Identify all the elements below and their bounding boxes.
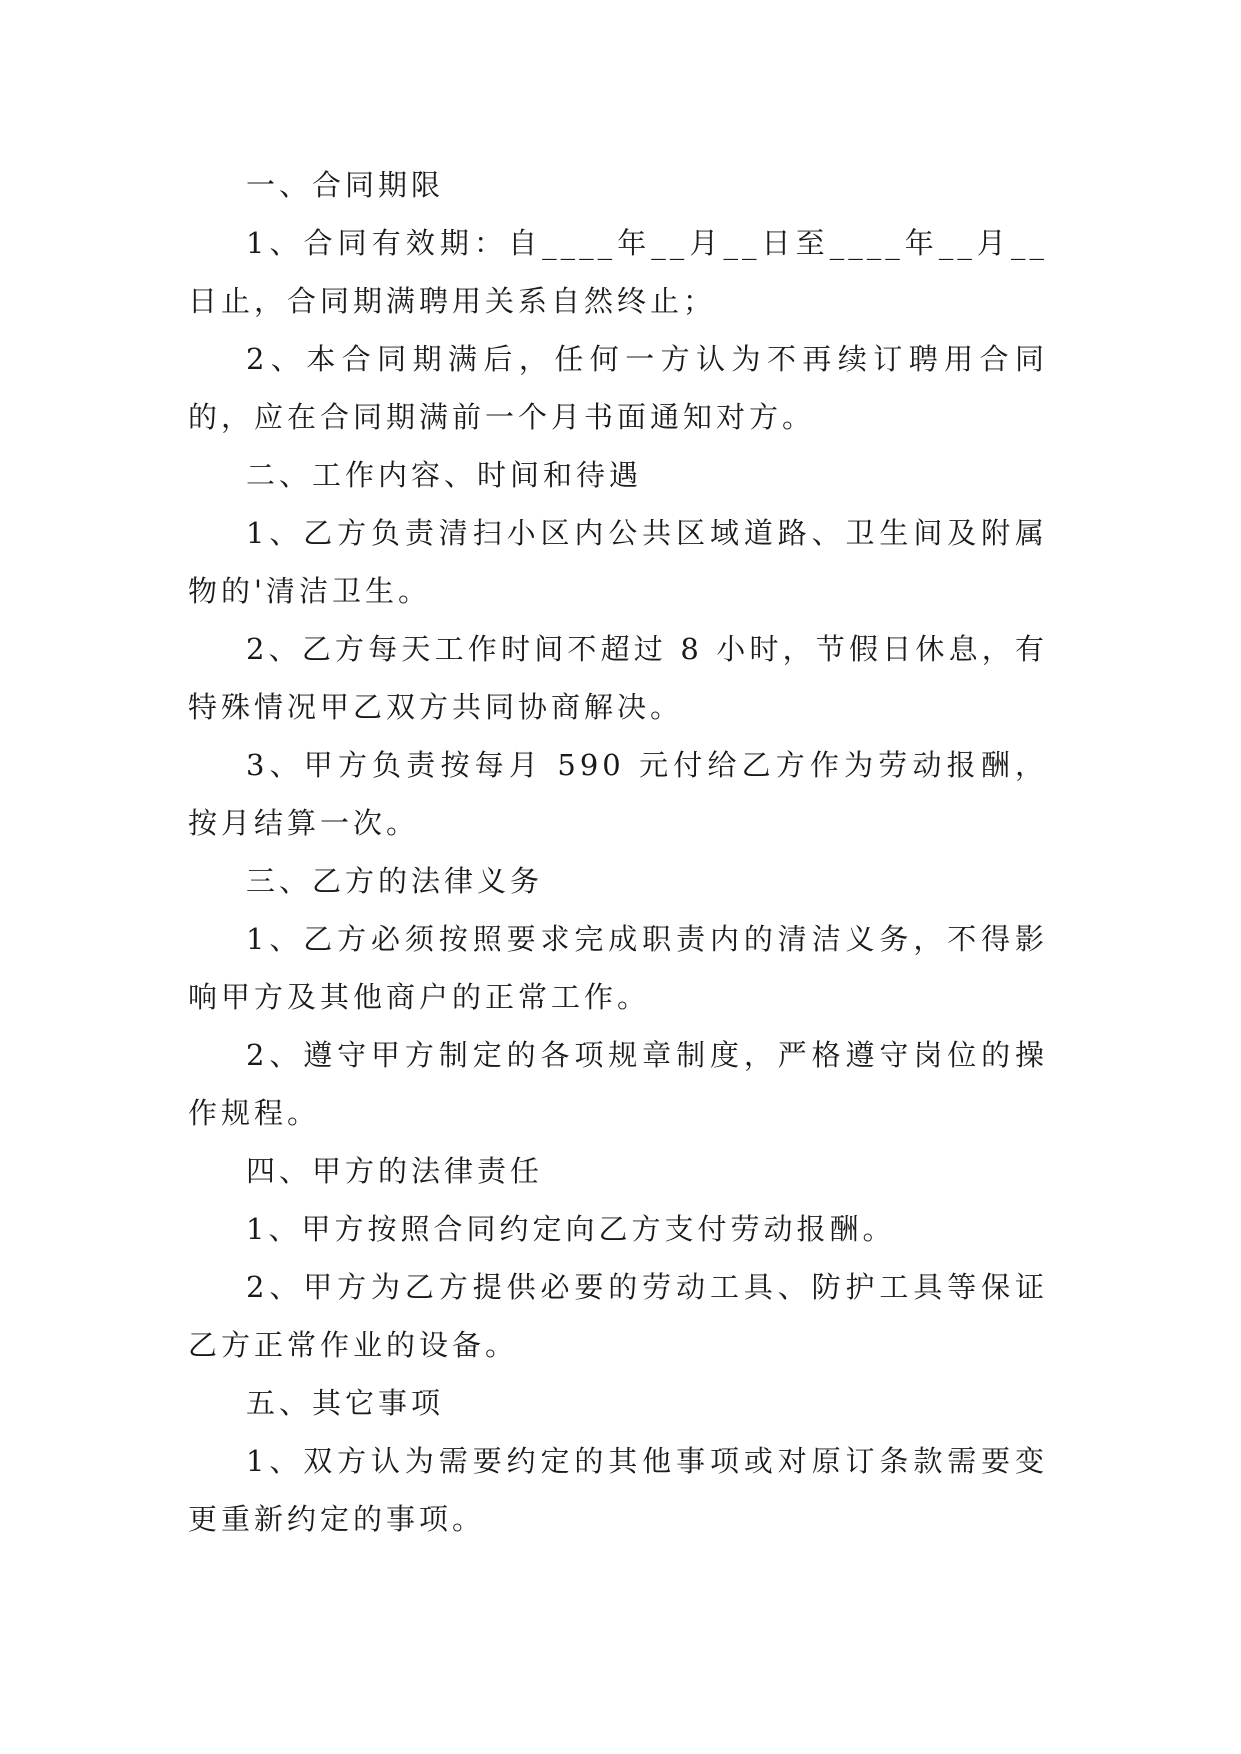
section-1-item-2: 2、本合同期满后，任何一方认为不再续订聘用合同的，应在合同期满前一个月书面通知对方。 — [188, 342, 1048, 434]
section-heading-4: 四、甲方的法律责任 — [246, 1154, 544, 1188]
section-3-item-2: 2、遵守甲方制定的各项规章制度，严格遵守岗位的操作规程。 — [188, 1038, 1048, 1130]
section-2-item-1: 1、乙方负责清扫小区内公共区域道路、卫生间及附属物的'清洁卫生。 — [188, 516, 1048, 608]
section-heading-1: 一、合同期限 — [246, 168, 445, 202]
section-2-item-2: 2、乙方每天工作时间不超过 8 小时，节假日休息，有特殊情况甲乙双方共同协商解决。 — [188, 632, 1048, 724]
section-2-item-3: 3、甲方负责按每月 590 元付给乙方作为劳动报酬，按月结算一次。 — [188, 748, 1048, 840]
section-heading-5: 五、其它事项 — [246, 1386, 445, 1420]
section-4-item-1: 1、甲方按照合同约定向乙方支付劳动报酬。 — [246, 1212, 896, 1246]
section-heading-2: 二、工作内容、时间和待遇 — [246, 458, 643, 492]
section-3-item-1: 1、乙方必须按照要求完成职责内的清洁义务，不得影响甲方及其他商户的正常工作。 — [188, 922, 1048, 1014]
section-5-item-1: 1、双方认为需要约定的其他事项或对原订条款需要变更重新约定的事项。 — [188, 1444, 1048, 1536]
document-body — [188, 156, 1048, 1548]
section-4-item-2: 2、甲方为乙方提供必要的劳动工具、防护工具等保证乙方正常作业的设备。 — [188, 1270, 1048, 1362]
section-1-item-1: 1、合同有效期：自____年__月__日至____年__月__日止，合同期满聘用关系自然终止； — [188, 226, 1048, 318]
section-heading-3: 三、乙方的法律义务 — [246, 864, 544, 898]
